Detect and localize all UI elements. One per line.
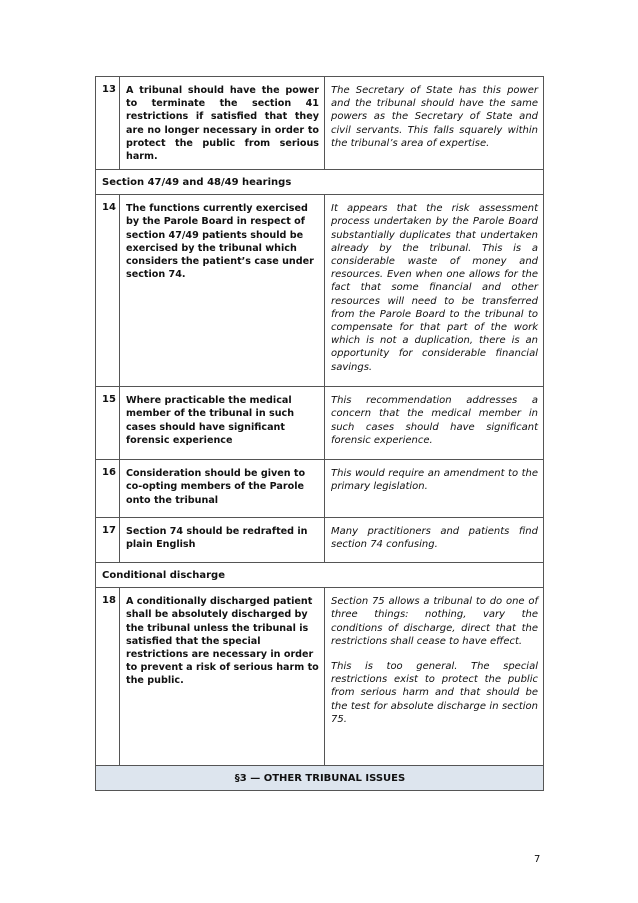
table-row — [96, 387, 544, 460]
comment-text: This is too general. The special restrictions exist to protect the public from serious harm and that should be the test for absolute discharge in section 75. — [331, 661, 538, 725]
comment-cell — [325, 387, 544, 460]
table-row — [96, 195, 544, 387]
comment-text: The Secretary of State has this power and the tribunal should have the same powers as the Secretary of State and civil servants. This falls squarely within the tribunal’s area of expertise. — [331, 85, 538, 149]
comment-cell — [325, 518, 544, 563]
comment-cell — [325, 195, 544, 387]
recommendations-table — [95, 76, 544, 791]
row-number: 16 — [96, 460, 120, 518]
section-heading: Section 47/49 and 48/49 hearings — [96, 170, 544, 195]
recommendation-text: Where practicable the medical member of the tribunal in such cases should have significant forensic experience — [120, 387, 325, 460]
comment-cell — [325, 77, 544, 170]
row-number: 13 — [96, 77, 120, 170]
table-row — [96, 77, 544, 170]
comment-text: It appears that the risk assessment process undertaken by the Parole Board substantially duplicates that undertaken already by the tribunal. This is a considerable waste of money and resources. Even when one allows for the fact that some financial and other resources will need to be transferred from the Parole Board to the tribunal to compensate for that part of the work which is not a duplication, there is an opportunity for considerable financial savings. — [331, 203, 538, 373]
row-number: 17 — [96, 518, 120, 563]
comment-cell — [325, 460, 544, 518]
part-heading: §3 — OTHER TRIBUNAL ISSUES — [96, 766, 544, 791]
recommendation-text: A conditionally discharged patient shall be absolutely discharged by the tribunal unless the tribunal is satisfied that the special restrictions are necessary in order to prevent a risk of serious harm to the public. — [120, 588, 325, 766]
table-row — [96, 460, 544, 518]
table-row — [96, 518, 544, 563]
comment-text: Section 75 allows a tribunal to do one of three things: nothing, vary the conditions of discharge, direct that the restrictions shall cease to have effect. — [331, 596, 538, 647]
table-row — [96, 588, 544, 766]
comment-text: Many practitioners and patients find section 74 confusing. — [331, 526, 538, 551]
row-number: 15 — [96, 387, 120, 460]
section-heading-row — [96, 170, 544, 195]
row-number: 14 — [96, 195, 120, 387]
comment-cell — [325, 588, 544, 766]
section-heading-row — [96, 563, 544, 588]
comment-text: This would require an amendment to the primary legislation. — [331, 468, 538, 493]
section-heading: Conditional discharge — [96, 563, 544, 588]
recommendation-text: Section 74 should be redrafted in plain English — [120, 518, 325, 563]
recommendation-text: A tribunal should have the power to terminate the section 41 restrictions if satisfied that they are no longer necessary in order to protect the public from serious harm. — [120, 77, 325, 170]
page-number: 7 — [534, 854, 541, 865]
section-footer-row — [96, 766, 544, 791]
recommendation-text: Consideration should be given to co-opting members of the Parole onto the tribunal — [120, 460, 325, 518]
row-number: 18 — [96, 588, 120, 766]
recommendation-text: The functions currently exercised by the Parole Board in respect of section 47/49 patients should be exercised by the tribunal which considers the patient’s case under section 74. — [120, 195, 325, 387]
comment-text: This recommendation addresses a concern that the medical member in such cases should have significant forensic experience. — [331, 395, 538, 446]
